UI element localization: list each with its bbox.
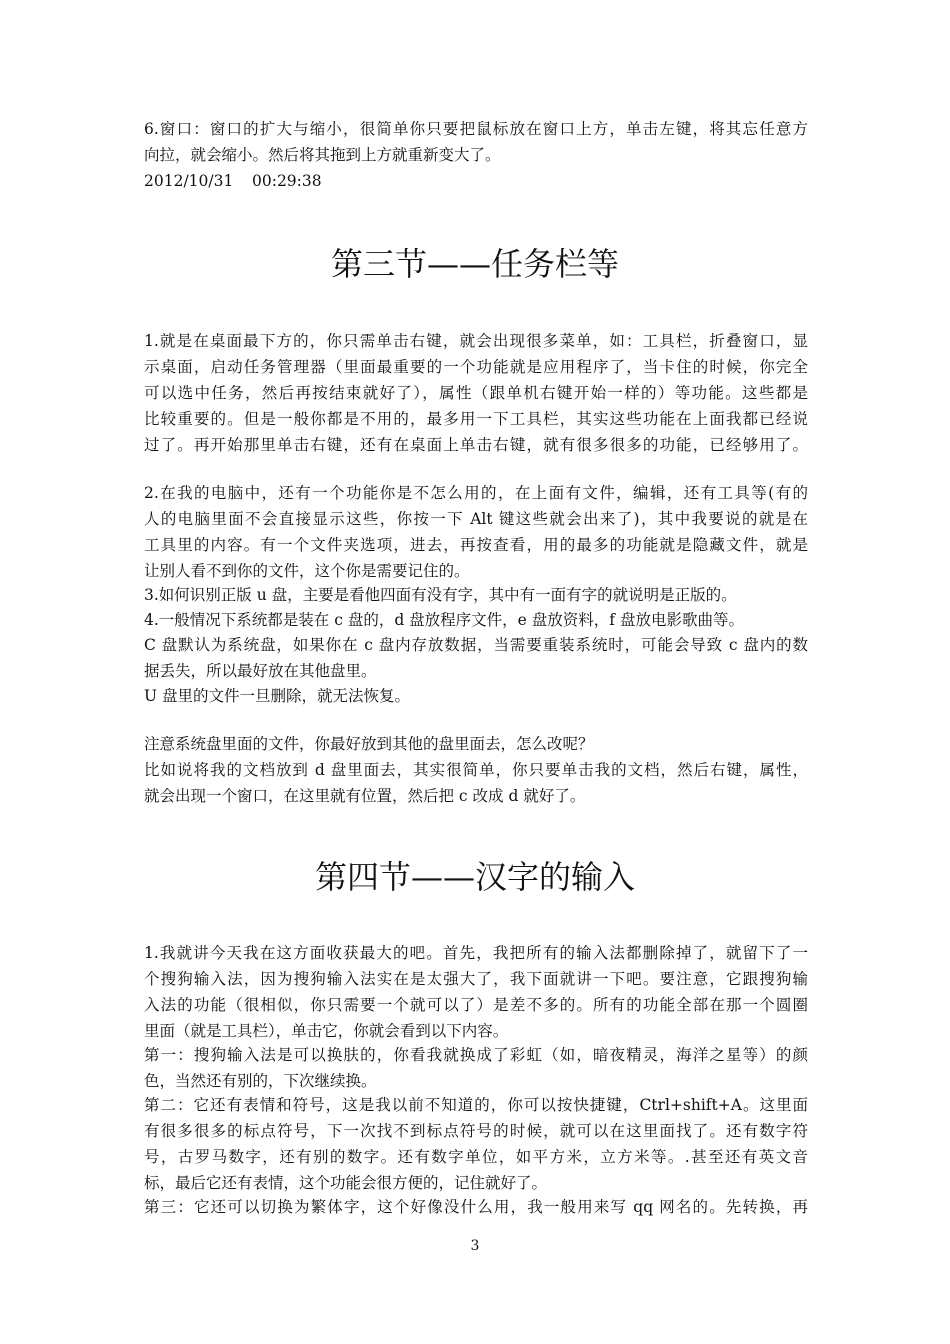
paragraph-line: 个搜狗输入法，因为搜狗输入法实在是太强大了，我下面就讲一下吧。要注意，它跟搜狗输 — [144, 970, 808, 988]
paragraph-line: 里面（就是工具栏），单击它，你就会看到以下内容。 — [144, 1022, 509, 1040]
paragraph-line: 过了。再开始那里单击右键，还有在桌面上单击右键，就有很多很多的功能，已经够用了。 — [144, 436, 808, 454]
paragraph-line: 入法的功能（很相似，你只需要一个就可以了）是差不多的。所有的功能全部在那一个圆圈 — [144, 996, 808, 1014]
paragraph-line: 注意系统盘里面的文件，你最好放到其他的盘里面去，怎么改呢？ — [144, 735, 594, 753]
paragraph-line: 3.如何识别正版 u 盘，主要是看他四面有没有字，其中有一面有字的就说明是正版的。 — [144, 586, 737, 604]
paragraph-line: 让别人看不到你的文件，这个你是需要记住的。 — [144, 562, 470, 580]
paragraph-line: 向拉，就会缩小。然后将其拖到上方就重新变大了。 — [144, 146, 501, 164]
paragraph-line: 号，古罗马数字，还有别的数字。还有数字单位，如平方米，立方米等。.甚至还有英文音 — [144, 1148, 808, 1166]
paragraph-line: 人的电脑里面不会直接显示这些，你按一下 Alt 键这些就会出来了)，其中我要说的就是在 — [144, 510, 808, 528]
page-number: 3 — [470, 1238, 480, 1254]
paragraph-line: C 盘默认为系统盘，如果你在 c 盘内存放数据，当需要重装系统时，可能会导致 c 盘内的数 — [144, 636, 808, 654]
paragraph-line: 据丢失，所以最好放在其他盘里。 — [144, 662, 377, 680]
paragraph-line: 第三：它还可以切换为繁体字，这个好像没什么用，我一般用来写 qq 网名的。先转换，再 — [144, 1198, 808, 1216]
timestamp-date: 2012/10/31 — [144, 172, 234, 190]
paragraph-line: 第一：搜狗输入法是可以换肤的，你看我就换成了彩虹（如，暗夜精灵，海洋之星等）的颜 — [144, 1046, 808, 1064]
paragraph-line: 工具里的内容。有一个文件夹选项，进去，再按查看，用的最多的功能就是隐藏文件，就是 — [144, 536, 808, 554]
paragraph-line: 色，当然还有别的，下次继续换。 — [144, 1072, 377, 1090]
paragraph-line: 1.我就讲今天我在这方面收获最大的吧。首先，我把所有的输入法都删除掉了，就留下了一 — [144, 944, 808, 962]
paragraph-line: 2.在我的电脑中，还有一个功能你是不怎么用的，在上面有文件，编辑，还有工具等(有的 — [144, 484, 808, 502]
paragraph-line: 6.窗口：窗口的扩大与缩小，很简单你只要把鼠标放在窗口上方，单击左键，将其忘任意方 — [144, 120, 808, 138]
paragraph-line: 比较重要的。但是一般你都是不用的，最多用一下工具栏，其实这些功能在上面我都已经说 — [144, 410, 808, 428]
paragraph-line: 可以选中任务，然后再按结束就好了），属性（跟单机右键开始一样的）等功能。这些都是 — [144, 384, 808, 402]
paragraph-line: 4.一般情况下系统都是装在 c 盘的，d 盘放程序文件，e 盘放资料，f 盘放电影歌曲等。 — [144, 611, 744, 629]
paragraph-line: 标，最后它还有表情，这个功能会很方便的，记住就好了。 — [144, 1174, 548, 1192]
paragraph-line: U 盘里的文件一旦删除，就无法恢复。 — [144, 687, 410, 705]
section-heading: 第四节——汉字的输入 — [314, 858, 635, 896]
timestamp-time: 00:29:38 — [252, 172, 322, 190]
paragraph-line: 比如说将我的文档放到 d 盘里面去，其实很简单，你只要单击我的文档，然后右键，属性， — [144, 761, 808, 779]
paragraph-line: 有很多很多的标点符号，下一次找不到标点符号的时候，就可以在这里面找了。还有数字符 — [144, 1122, 808, 1140]
paragraph-line: 就会出现一个窗口，在这里就有位置，然后把 c 改成 d 就好了。 — [144, 787, 586, 805]
paragraph-line: 示桌面，启动任务管理器（里面最重要的一个功能就是应用程序了，当卡住的时候，你完全 — [144, 358, 808, 376]
section-heading: 第三节——任务栏等 — [330, 245, 619, 283]
paragraph-line: 1.就是在桌面最下方的，你只需单击右键，就会出现很多菜单，如：工具栏，折叠窗口，显 — [144, 332, 808, 350]
paragraph-line: 第二：它还有表情和符号，这是我以前不知道的，你可以按快捷键，Ctrl+shift+A。这里面 — [144, 1096, 808, 1114]
